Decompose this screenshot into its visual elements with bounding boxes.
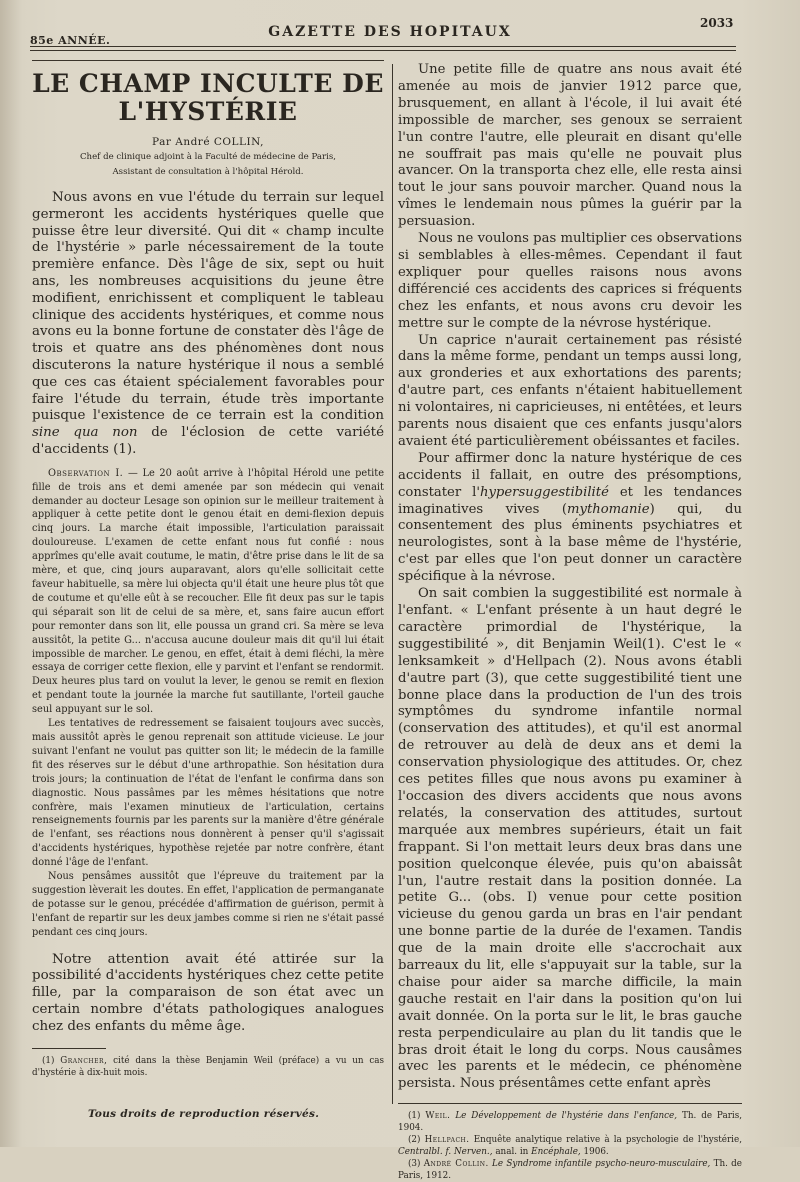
journal-title: GAZETTE DES HOPITAUX [268,24,512,40]
article-title: LE CHAMP INCULTE DE L'HYSTÉRIE [32,69,384,126]
header-rule-top [30,46,736,47]
author-affiliation-1: Chef de clinique adjoint à la Faculté de médecine de Paris, [79,152,337,162]
column-divider [392,64,393,1104]
page-number: 2033 [700,16,734,30]
header-rule-bottom [30,50,736,51]
observation-label: Observation I. [48,467,124,479]
observation-1-paragraph: Observation I. — Le 20 août arrive à l'hôpital Hérold une petite fille de trois ans et demi amenée par son médecin qui venait demander au docteur Lesage son opinion sur le meilleur traitement à appliquer à cette petite dont le genou était en demi-flexion depuis cinq jours. La marche était impossible, l'articulation paraissait douloureuse. L'examen de cette enfant nous fut confié : nous apprîmes qu'elle avait coutume, le matin, d'être prise dans le lit de sa mère, et que, cinq jours auparavant, alors qu'elle sollicitait cette faveur habituelle, sa mère lui objecta qu'il était une heure plus tôt que de coutume et qu'elle eût à se recoucher. Elle fit deux pas sur le tapis qui séparait son lit de celui de sa mère, et, sans faire aucun effort pour remonter dans son lit, elle poussa un grand cri. Sa mère se leva aussitôt, la petite G... n'accusa aucune douleur mais dit qu'il lui était impossible de marcher. Le genou, en effet, était à demi fléchi, la mère essaya de corriger cette flexion, elle y parvint et l'enfant se rendormit. Deux heures plus tard on voulut la lever, le genou se remit en flexion et pendant toute la journée la marche fut sautillante, l'orteil gauche seul appuyant sur le sol. [32,467,384,716]
caprice-paragraph: Un caprice n'aurait certainement pas résisté dans la même forme, pendant un temps aussi long, aux gronderies et aux exhortations des parents; d'autre part, ces enfants n'étaient habituellement ni volontaires, ni capricieuses, ni entêtées, et leurs parents nous disaient que ces enfants jusqu'alors avaient été particulièrement obéissantes et faciles. [398,332,742,449]
observation-1-treatment: Nous pensâmes aussitôt que l'épreuve du traitement par la suggestion lèverait les doutes. En effet, l'application de permanganate de potasse sur le genou, précédée d'affirmation de guérison, permit à l'enfant de repartir sur les deux jambes comme si rien ne s'était passé pendant ces cinq jours. [32,871,384,938]
suggestibility-paragraph: On sait combien la suggestibilité est normale à l'enfant. « L'enfant présente à un haut degré le caractère primordial de l'hystérique, la suggestibilité », dit Benjamin Weil(1). C'est le « lenksamkeit » d'Hellpach (2). Nous avons établi d'autre part (3), que cette suggestibilité tient une bonne place dans la production de l'un des trois symptômes du syndrome infantile normal (conservation des attitudes), et qu'il est anormal de retrouver au delà de deux ans et demi la conservation physiologique des attitudes. Or, chez ces petites filles que nous avons pu examiner à l'occasion des divers accidents que nous avons relatés, la conservation des attitudes, surtout marquée aux membres supérieurs, était un fait frappant. Si l'on mettait leurs deux bras dans une position quelconque élevée, puis qu'on abaissât l'un, l'autre restait dans la position donnée. La petite G... (obs. I) venue pour cette position vicieuse du genou garda un bras en l'air pendant une bonne partie de la durée de l'examen. Tandis que de la main droite elle s'accrochait aux barreaux du lit, elle s'appuyait sur la table, sur la chaise pour aider sa marche difficile, la main gauche restait en l'air dans la position qu'on lui avait donnée. On la porta sur le lit, le bras gauche resta perpendiculaire au plan du lit tandis que le bras droit était le long du corps. Nous causâmes avec les parents et le médecin, ce phénomène persista. Nous présentâmes cette enfant après [398,586,742,1092]
footnote-grancher: (1) Grancher, cité dans la thèse Benjamin Weil (préface) a vu un cas d'hystérie à dix-huit mois. [32,1055,384,1078]
footnote-hellpach: (2) Hellpach. Enquête analytique relative à la psychologie de l'hystérie, Centralbl. f. Nerven., anal. in Encéphale, 1906. [398,1135,742,1158]
right-column [398,62,742,1182]
footnote-collin: (3) André Collin. Le Syndrome infantile psycho-neuro-musculaire, Th. de Paris, 1912. [398,1159,742,1182]
attention-paragraph: Notre attention avait été attirée sur la possibilité d'accidents hystériques chez cette petite fille, par la comparaison de son état avec un certain nombre d'états pathologiques analogues chez des enfants du même âge. [32,951,384,1034]
issue-year: 85e ANNÉE. [30,34,111,47]
author-affiliation-2: Assistant de consultation à l'hôpital Hérold. [112,167,304,177]
rights-notice: Tous droits de reproduction réservés. [88,1108,320,1120]
case-two-paragraph: Une petite fille de quatre ans nous avait été amenée au mois de janvier 1912 parce que, brusquement, en allant à l'école, il lui avait été impossible de marcher, ses genoux se serraient l'un contre l'autre, elle pleurait en disant qu'elle ne souffrait pas mais qu'elle ne pouvait plus avancer. On la transporta chez elle, elle resta ainsi tout le jour sans pouvoir marcher. Quand nous la vîmes le lendemain nous pûmes la guérir par la persuasion. [398,62,742,230]
footnotes-rule [398,1103,742,1104]
author-line: Par André COLLIN, [152,136,264,148]
left-column [32,70,384,1079]
footnote-weil: (1) Weil. Le Développement de l'hystérie dans l'enfance, Th. de Paris, 1904. [398,1111,743,1134]
suggestibility-affirm-paragraph: Pour affirmer donc la nature hystérique de ces accidents il fallait, en outre des présomptions, constater l'hypersuggestibilité et les tendances imaginatives vives (mythomanie) qui, du consentement des plus éminents psychiatres et neurologistes, sont à la base même de l'hystérie, c'est par elles que l'on peut donner un caractère spécifique à la névrose. [398,450,742,585]
observations-paragraph: Nous ne voulons pas multiplier ces observations si semblables à elles-mêmes. Cependant il faut expliquer pour quelles raisons nous avons différencié ces accidents des caprices si fréquents chez les enfants, et nous avons cru devoir les mettre sur le compte de la névrose hystérique. [398,231,742,331]
intro-paragraph: Nous avons en vue l'étude du terrain sur lequel germeront les accidents hystériques quelle que puisse être leur diversité. Qui dit « champ inculte de l'hystérie » parle nécessairement de la toute première enfance. Dès l'âge de six, sept ou huit ans, les nombreuses acquisitions du jeune être modifient, enrichissent et compliquent le tableau clinique des accidents hystériques, et comme nous avons eu la bonne fortune de constater dès l'âge de trois et quatre ans des phénomènes dont nous discuterons la nature hystérique il nous a semblé que ces cas étaient spécialement favorables pour faire l'étude du terrain, étude très importante puisque l'existence de ce terrain est la condition sine qua non de l'éclosion de cette variété d'accidents (1). [32,190,384,457]
footnote-rule [32,1048,106,1049]
observation-1-continuation: Les tentatives de redressement se faisaient toujours avec succès, mais aussitôt après le genou reprenait son attitude vicieuse. Le jour suivant l'enfant ne voulut pas quitter son lit; le médecin de la famille fit des réserves sur le début d'une arthropathie. Son hésitation dura trois jours; la continuation de l'état de l'enfant le confirma dans son diagnostic. Nous passâmes par les mêmes hésitations que notre confrère, mais l'examen minutieux de l'articulation, certains renseignements fournis par les parents sur la manière d'être générale de l'enfant, ses réactions nous donnèrent à penser qu'il s'agissait d'accidents hystériques, hypothèse rejetée par notre confrère, étant donné l'âge de l'enfant. [32,718,384,869]
article-rule [32,60,384,61]
